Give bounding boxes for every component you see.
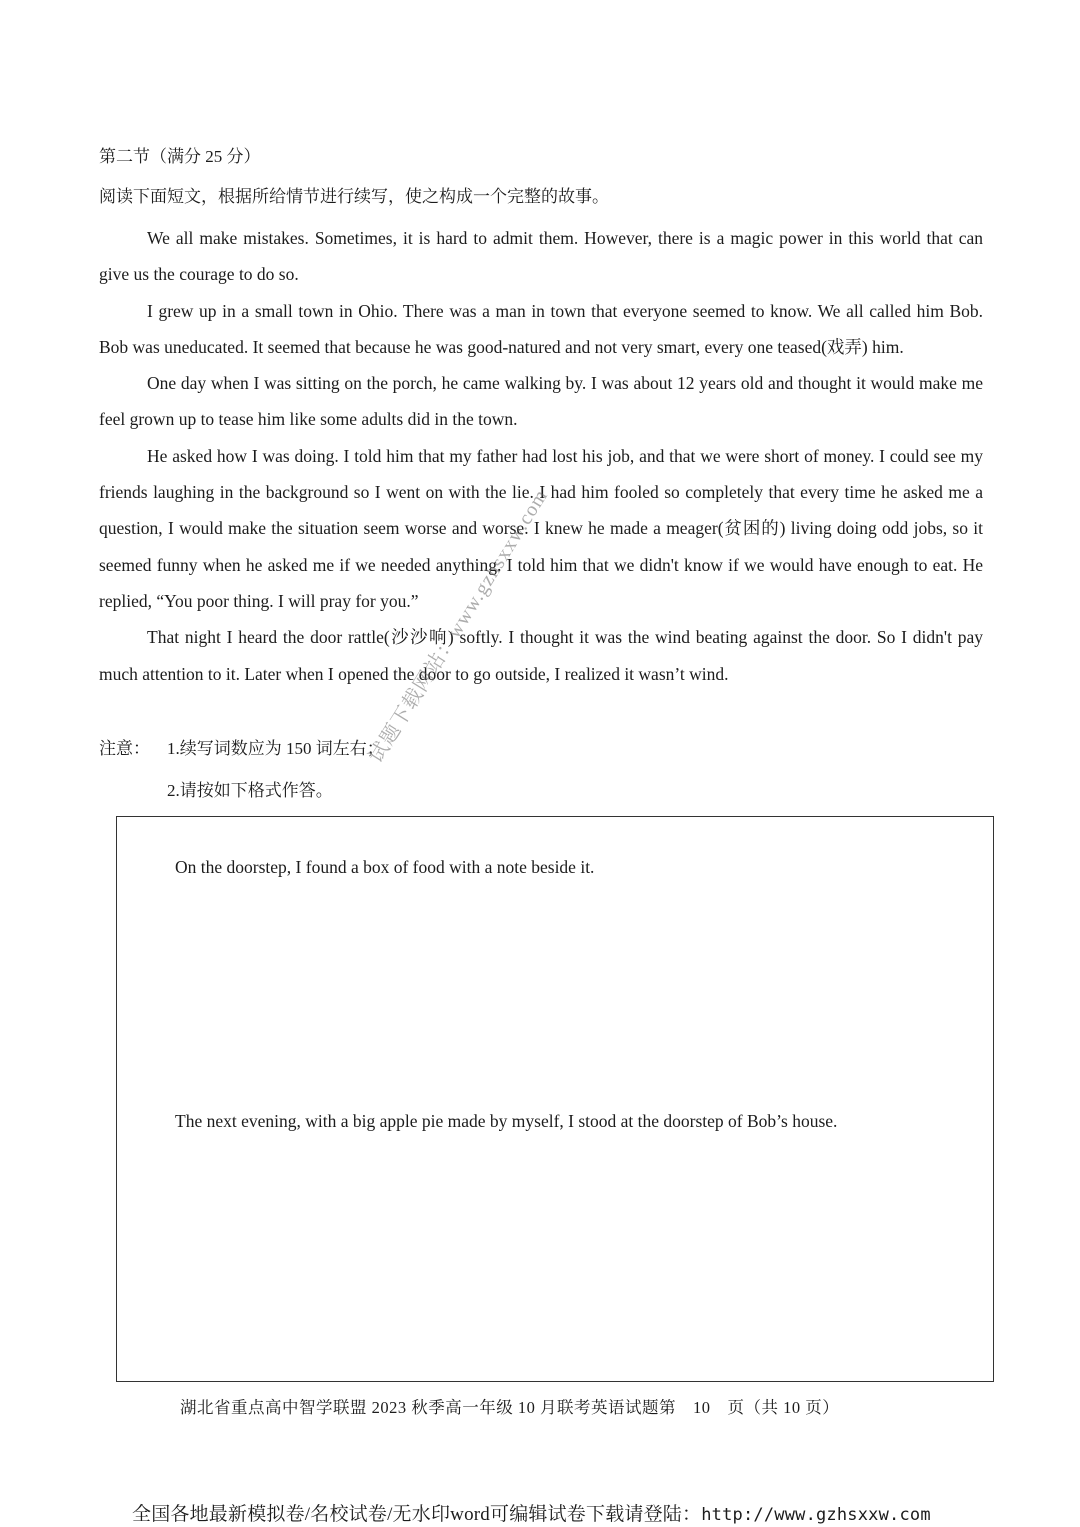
download-banner: [132, 1499, 931, 1526]
page-footer: 湖北省重点高中智学联盟 2023 秋季高一年级 10 月联考英语试题第 10 页（共 10 页）: [180, 1398, 840, 1417]
notes-label: 注意：: [99, 739, 150, 758]
banner-url-link[interactable]: http://www.gzhsxxw.com: [701, 1505, 931, 1525]
passage-paragraph-2: I grew up in a small town in Ohio. There was a man in town that everyone seemed to know. We all called him Bob. Bob was uneducated. It seemed that because he was good-natured and not very smart, every one teased(戏弄) him.: [99, 300, 983, 357]
continuation-prompt-1: On the doorstep, I found a box of food with a note beside it.: [175, 857, 595, 877]
section-instructions: 阅读下面短文，根据所给情节进行续写，使之构成一个完整的故事。: [99, 187, 609, 206]
banner-text: 全国各地最新模拟卷/名校试卷/无水印word可编辑试卷下载请登陆：: [132, 1504, 702, 1525]
answer-box[interactable]: [116, 816, 994, 1382]
site-watermark: 试题下载网站：www.gzhsxxw.com: [365, 485, 553, 767]
passage-paragraph-3: One day when I was sitting on the porch, he came walking by. I was about 12 years old and thought it would make me feel grown up to tease him like some adults did in the town.: [99, 373, 983, 430]
notes-line-1: [99, 734, 384, 759]
continuation-prompt-2: The next evening, with a big apple pie made by myself, I stood at the doorstep of Bob’s house.: [175, 1111, 838, 1131]
passage-paragraph-5: That night I heard the door rattle(沙沙响) softly. I thought it was the wind beating against the door. So I didn't pay much attention to it. Later when I opened the door to go outside, I realized it wasn’t wind.: [99, 627, 983, 684]
reading-passage: [99, 220, 983, 692]
note-item-2: 2.请按如下格式作答。: [167, 781, 333, 800]
passage-paragraph-4: He asked how I was doing. I told him that my father had lost his job, and that we were short of money. I could see my friends laughing in the background so I went on with the lie. I had him fooled so completely that every time he asked me a question, I would make the situation seem worse and worse. I knew he made a meager(贫困的) living doing odd jobs, so it seemed funny when he asked me if we needed anything. I told him that we didn't know if we would have enough to eat. He replied, “You poor thing. I will pray for you.”: [99, 445, 983, 611]
section-title: 第二节（满分 25 分）: [99, 147, 261, 166]
note-item-1: 1.续写词数应为 150 词左右；: [167, 739, 384, 758]
passage-paragraph-1: We all make mistakes. Sometimes, it is hard to admit them. However, there is a magic power in this world that can give us the courage to do so.: [99, 228, 983, 285]
